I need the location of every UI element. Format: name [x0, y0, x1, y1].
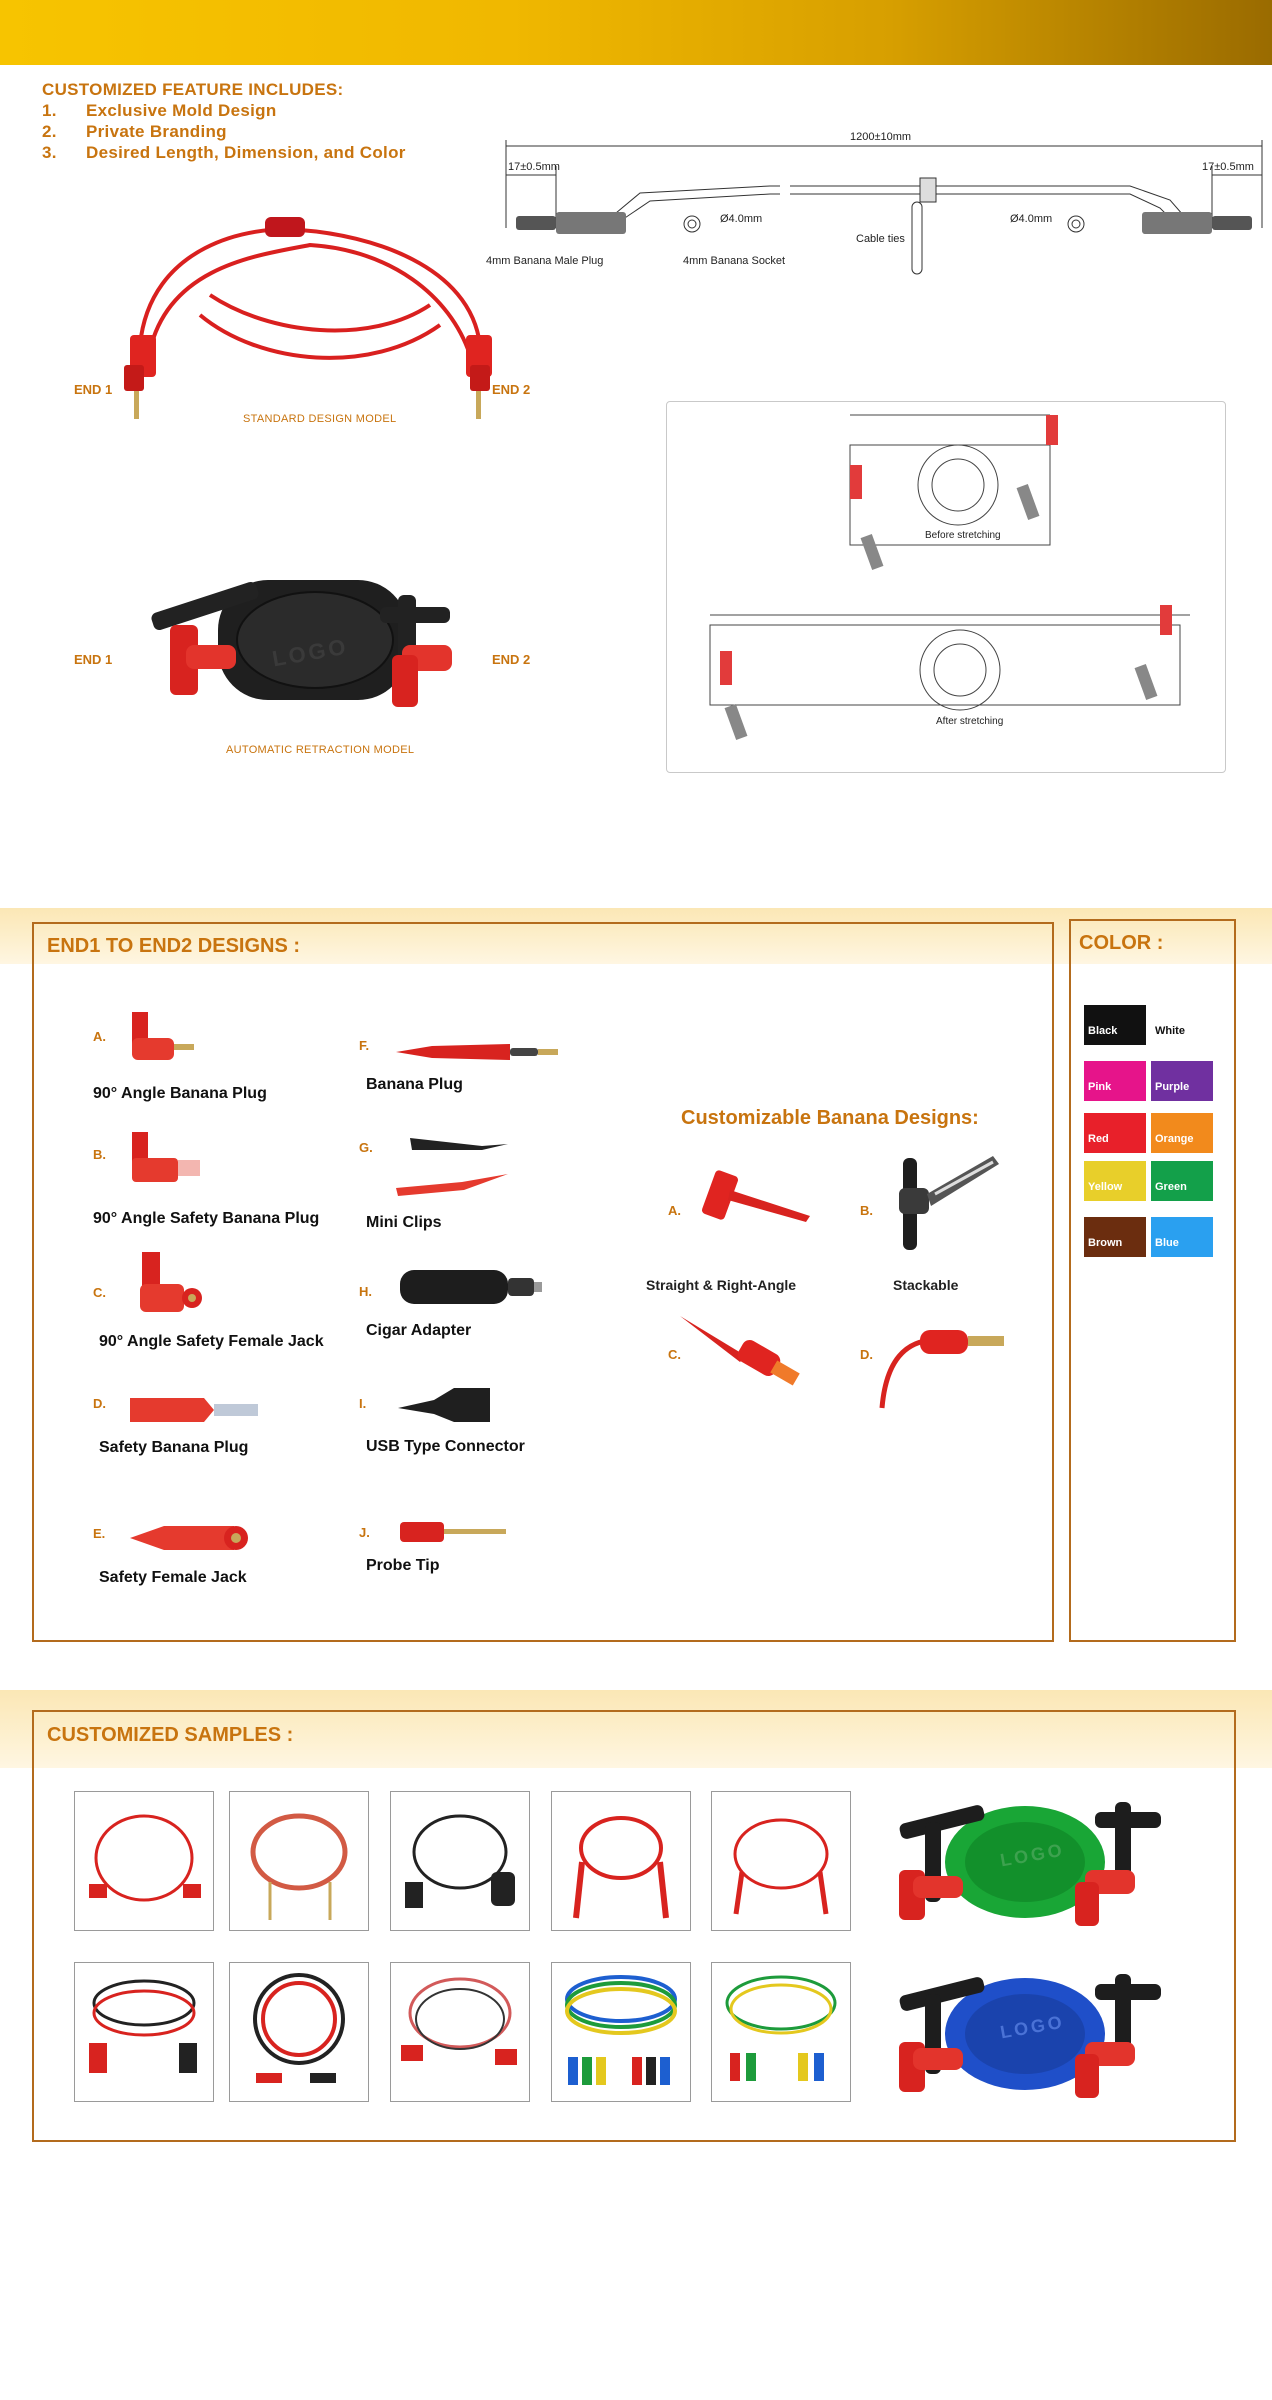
design-f-label: Banana Plug	[366, 1076, 463, 1093]
end1-plug	[124, 335, 156, 419]
top-banner	[0, 0, 1272, 65]
design-d-letter: D.	[93, 1396, 106, 1411]
design-e-letter: E.	[93, 1526, 106, 1541]
design-g-image	[392, 1128, 522, 1200]
automatic-caption: AUTOMATIC RETRACTION MODEL	[226, 744, 415, 756]
sample-10[interactable]	[711, 1962, 851, 2102]
reel-logo: LOGO	[270, 633, 351, 672]
technical-drawing	[490, 128, 1270, 288]
feature-item-1: 1. Exclusive Mold Design	[42, 101, 277, 120]
design-i-image	[394, 1378, 504, 1428]
sample-9[interactable]	[551, 1962, 691, 2102]
design-i-label: USB Type Connector	[366, 1438, 525, 1455]
design-a-label: 90° Angle Banana Plug	[93, 1085, 267, 1102]
custom-d-image	[876, 1320, 1016, 1410]
design-i-letter: I.	[359, 1396, 367, 1411]
retraction-reel-image	[140, 555, 480, 715]
automatic-end1-label: END 1	[74, 652, 113, 667]
sample-5[interactable]	[711, 1791, 851, 1931]
feature-item-3: 3. Desired Length, Dimension, and Color	[42, 143, 406, 162]
design-c-letter: C.	[93, 1285, 106, 1300]
swatch-yellow[interactable]: Yellow	[1084, 1161, 1146, 1201]
end2-plug	[466, 335, 492, 419]
feature-item-2: 2. Private Branding	[42, 122, 227, 141]
swatch-black[interactable]: Black	[1084, 1005, 1146, 1045]
blue-reel-logo: LOGO	[998, 2011, 1067, 2043]
green-reel-logo: LOGO	[998, 1839, 1067, 1871]
features-heading: CUSTOMIZED FEATURE INCLUDES:	[42, 80, 344, 99]
custom-designs-title: Customizable Banana Designs:	[681, 1107, 979, 1129]
custom-a-letter: A.	[668, 1203, 681, 1218]
after-stretching-label: After stretching	[936, 716, 1004, 727]
standard-cable-image	[110, 205, 510, 435]
sample-7[interactable]	[229, 1962, 369, 2102]
custom-c-letter: C.	[668, 1347, 681, 1362]
design-c-label: 90° Angle Safety Female Jack	[99, 1333, 324, 1350]
swatch-purple[interactable]: Purple	[1151, 1061, 1213, 1101]
custom-a-image	[690, 1160, 820, 1230]
design-j-letter: J.	[359, 1525, 370, 1540]
design-f-image	[392, 1036, 562, 1066]
retraction-drawing	[670, 405, 1222, 769]
dim-left-tip: 17±0.5mm	[508, 161, 560, 173]
standard-end2-label: END 2	[492, 382, 531, 397]
design-j-label: Probe Tip	[366, 1557, 440, 1574]
design-e-image	[124, 1520, 264, 1556]
dim-left-diameter: Ø4.0mm	[720, 213, 763, 225]
label-male-plug: 4mm Banana Male Plug	[486, 255, 604, 267]
design-f-letter: F.	[359, 1038, 370, 1053]
sample-3[interactable]	[390, 1791, 530, 1931]
custom-b-image	[895, 1150, 1005, 1260]
custom-b-letter: B.	[860, 1203, 873, 1218]
sample-8[interactable]	[390, 1962, 530, 2102]
design-b-image	[120, 1130, 210, 1190]
swatch-red[interactable]: Red	[1084, 1113, 1146, 1153]
sample-1[interactable]	[74, 1791, 214, 1931]
design-g-letter: G.	[359, 1140, 373, 1155]
designs-title: END1 TO END2 DESIGNS :	[47, 935, 301, 957]
samples-title: CUSTOMIZED SAMPLES :	[47, 1724, 294, 1746]
color-title: COLOR :	[1079, 932, 1164, 954]
design-a-image	[120, 1010, 210, 1070]
label-socket: 4mm Banana Socket	[683, 255, 786, 267]
sample-4[interactable]	[551, 1791, 691, 1931]
sample-2[interactable]	[229, 1791, 369, 1931]
swatch-blue[interactable]: Blue	[1151, 1217, 1213, 1257]
swatch-pink[interactable]: Pink	[1084, 1061, 1146, 1101]
design-b-letter: B.	[93, 1147, 106, 1162]
dim-total-length: 1200±10mm	[850, 131, 912, 143]
swatch-orange[interactable]: Orange	[1151, 1113, 1213, 1153]
sample-6[interactable]	[74, 1962, 214, 2102]
design-h-label: Cigar Adapter	[366, 1322, 472, 1339]
custom-c-image	[676, 1310, 806, 1400]
design-d-label: Safety Banana Plug	[99, 1439, 249, 1456]
label-cable-ties: Cable ties	[856, 233, 905, 245]
design-g-label: Mini Clips	[366, 1214, 442, 1231]
design-d-image	[124, 1390, 274, 1430]
design-h-letter: H.	[359, 1284, 372, 1299]
design-j-image	[396, 1516, 510, 1546]
custom-b-label: Stackable	[893, 1277, 959, 1293]
dim-right-diameter: Ø4.0mm	[1010, 213, 1053, 225]
before-stretching-label: Before stretching	[925, 530, 1001, 541]
design-e-label: Safety Female Jack	[99, 1569, 247, 1586]
design-a-letter: A.	[93, 1029, 106, 1044]
dim-right-tip: 17±0.5mm	[1202, 161, 1254, 173]
swatch-green[interactable]: Green	[1151, 1161, 1213, 1201]
swatch-white[interactable]: White	[1151, 1005, 1213, 1045]
standard-end1-label: END 1	[74, 382, 113, 397]
design-c-image	[130, 1250, 220, 1320]
design-b-label: 90° Angle Safety Banana Plug	[93, 1210, 320, 1227]
custom-d-letter: D.	[860, 1347, 873, 1362]
automatic-end2-label: END 2	[492, 652, 531, 667]
swatch-brown[interactable]: Brown	[1084, 1217, 1146, 1257]
design-h-image	[396, 1266, 546, 1312]
custom-a-label: Straight & Right-Angle	[646, 1277, 797, 1293]
standard-caption: STANDARD DESIGN MODEL	[243, 413, 397, 425]
